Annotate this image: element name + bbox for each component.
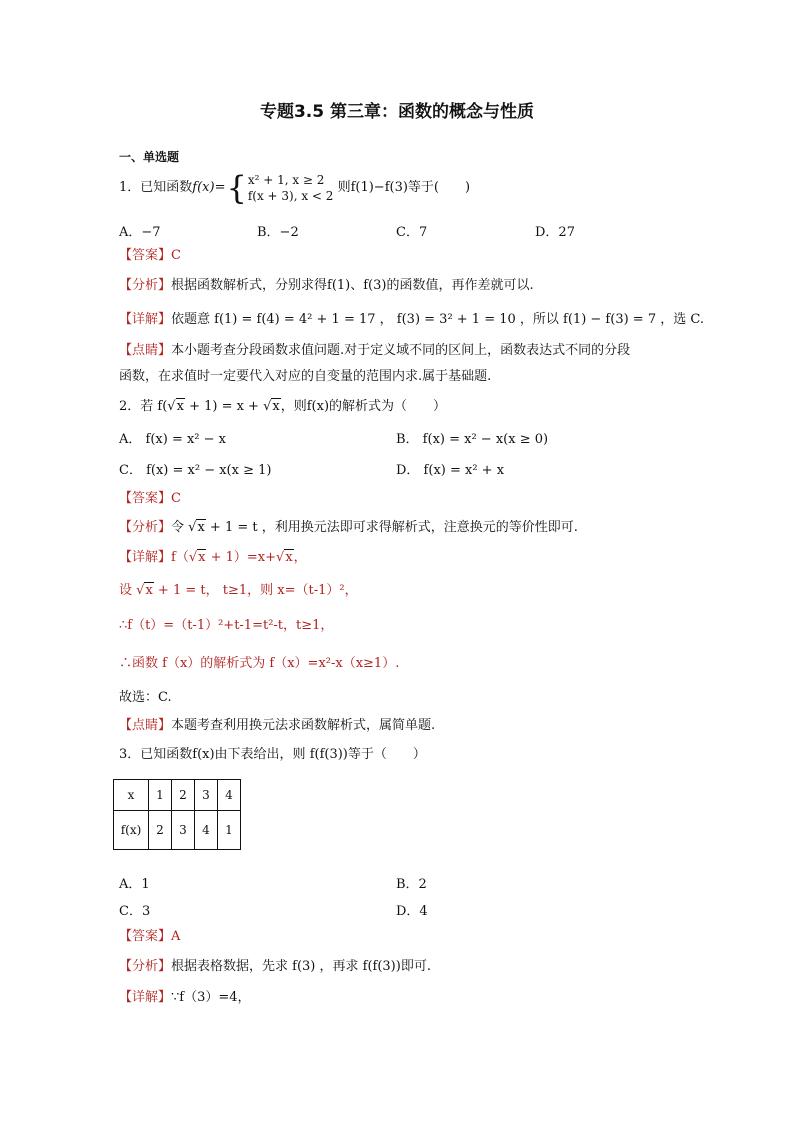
q2-choose-line: 故选：C. — [119, 690, 172, 705]
page-title: 专题3.5 第三章：函数的概念与性质 — [259, 102, 535, 122]
q2-analysis-b: + 1 = t ，利用换元法即可求得解析式，注意换元的等价性即可. — [205, 520, 578, 535]
q1-analysis-line — [119, 277, 534, 295]
q2-stem-c: ，则f(x)的解析式为（ ） — [280, 399, 447, 414]
q1-stem-suffix: 则f(1)−f(3)等于( ) — [337, 180, 471, 195]
q1-comment-1: 本小题考查分段函数求值问题.对于定义域不同的区间上，函数表达式不同的分段 — [171, 343, 631, 358]
sqrt-symbol: √ — [263, 399, 272, 414]
table-cell: 4 — [195, 811, 218, 850]
analysis-tag: 【分析】 — [119, 520, 172, 535]
analysis-tag: 【分析】 — [119, 959, 172, 974]
table-row — [114, 780, 241, 811]
comment-tag: 【点睛】 — [119, 343, 172, 358]
q3-answer: A — [171, 929, 181, 944]
q1-stem — [119, 168, 470, 208]
q2-set-line — [119, 582, 358, 600]
sqrt-symbol: √ — [188, 550, 198, 565]
answer-tag: 【答案】 — [119, 248, 172, 263]
q1-detail: 依题意 f(1) = f(4) = 4² + 1 = 17 ， f(3) = 3² + 1 = 10 ，所以 f(1) − f(3) = 7 ，选 C. — [171, 312, 704, 327]
q2-sqrt-x-2: x — [272, 399, 280, 414]
q2-sqrt-x-4: x — [198, 550, 206, 565]
function-table — [113, 779, 241, 850]
q2-sqrt-x-6: x — [145, 583, 153, 598]
table-cell: x — [114, 780, 149, 811]
brace-symbol: { — [226, 168, 247, 207]
q2-comment-line — [119, 717, 435, 735]
analysis-tag: 【分析】 — [119, 278, 172, 293]
q2-stem-a: 2．若 f( — [119, 399, 168, 414]
table-row — [114, 811, 241, 850]
sqrt-symbol: √ — [276, 550, 285, 565]
q1-comment-line-2: 函数，在求值时一定要代入对应的自变量的范围内求.属于基础题. — [119, 369, 492, 384]
q1-piecewise — [248, 172, 334, 204]
table-cell: 3 — [172, 811, 195, 850]
q1-comment-line — [119, 342, 630, 360]
table-cell: 3 — [195, 780, 218, 811]
q2-sqrt-x: x — [176, 399, 184, 414]
q2-stem-b: + 1) = x + — [184, 399, 264, 414]
q1-case1: x² + 1, x ≥ 2 — [247, 172, 325, 187]
q2-analysis-a: 令 — [171, 520, 189, 535]
table-cell: 2 — [172, 780, 195, 811]
q1-option-a: A．−7 — [119, 225, 161, 240]
q2-detail-a: f（ — [171, 550, 189, 565]
q1-fx: f(x)= — [192, 180, 226, 195]
q1-option-b: B．−2 — [257, 225, 299, 240]
q1-stem-prefix: 1．已知函数 — [119, 180, 193, 195]
q2-set-a: 设 — [119, 583, 137, 598]
table-cell: 4 — [218, 780, 241, 811]
sqrt-symbol: √ — [167, 399, 176, 414]
detail-tag: 【详解】 — [119, 312, 172, 327]
table-cell: 1 — [149, 780, 172, 811]
sqrt-symbol: √ — [188, 520, 197, 535]
q2-detail-line — [119, 549, 307, 567]
sqrt-symbol: √ — [136, 583, 145, 598]
q3-option-b: B．2 — [396, 877, 427, 892]
q1-option-d: D．27 — [535, 225, 575, 240]
section-heading: 一、单选题 — [119, 150, 180, 164]
answer-tag: 【答案】 — [119, 491, 172, 506]
q3-option-a: A．1 — [119, 877, 150, 892]
table-cell: 1 — [218, 811, 241, 850]
q2-sqrt-x-5: x — [285, 550, 293, 565]
q3-answer-line — [119, 928, 180, 946]
q3-option-d: D．4 — [396, 904, 428, 919]
q3-stem: 3．已知函数f(x)由下表给出，则 f(f(3))等于（ ） — [119, 747, 426, 762]
q2-detail-c: ， — [293, 550, 307, 565]
q2-option-b: B． f(x) = x² − x(x ≥ 0) — [396, 432, 549, 447]
q3-option-c: C．3 — [119, 904, 151, 919]
q2-answer-line — [119, 490, 181, 508]
q2-sqrt-x-3: x — [197, 520, 205, 535]
q2-answer: C — [171, 491, 181, 506]
q1-analysis: 根据函数解析式，分别求得f(1)、f(3)的函数值，再作差就可以. — [171, 278, 534, 293]
detail-tag: 【详解】 — [119, 990, 172, 1005]
q2-option-c: C． f(x) = x² − x(x ≥ 1) — [119, 463, 272, 478]
detail-tag: 【详解】 — [119, 550, 172, 565]
q2-conclusion-line: ∴函数 f（x）的解析式为 f（x）=x²-x（x≥1）. — [119, 656, 400, 671]
q1-answer: C — [171, 248, 181, 263]
q1-detail-line — [119, 311, 704, 329]
q3-analysis-line — [119, 958, 431, 976]
q3-detail: ∵f（3）=4， — [171, 990, 251, 1005]
q2-option-a: A． f(x) = x² − x — [119, 432, 226, 447]
q2-comment: 本题考查利用换元法求函数解析式，属简单题. — [171, 718, 436, 733]
q1-answer-line — [119, 247, 181, 265]
q1-option-c: C．7 — [396, 225, 428, 240]
q2-set-b: + 1 = t， t≥1，则 x=（t-1）²， — [153, 583, 358, 598]
table-cell: f(x) — [114, 811, 149, 850]
comment-tag: 【点睛】 — [119, 718, 172, 733]
q2-ft-line: ∴f（t）=（t-1）²+t-1=t²-t，t≥1， — [119, 618, 334, 633]
q1-case2: f(x + 3), x < 2 — [247, 188, 334, 203]
q3-detail-line — [119, 989, 251, 1007]
q2-stem — [119, 398, 446, 416]
answer-tag: 【答案】 — [119, 929, 172, 944]
q2-option-d: D． f(x) = x² + x — [396, 463, 505, 478]
table-cell: 2 — [149, 811, 172, 850]
q2-detail-b: + 1）=x+ — [206, 550, 277, 565]
q3-analysis: 根据表格数据，先求 f(3) ，再求 f(f(3))即可. — [171, 959, 431, 974]
q2-analysis-line — [119, 519, 578, 537]
